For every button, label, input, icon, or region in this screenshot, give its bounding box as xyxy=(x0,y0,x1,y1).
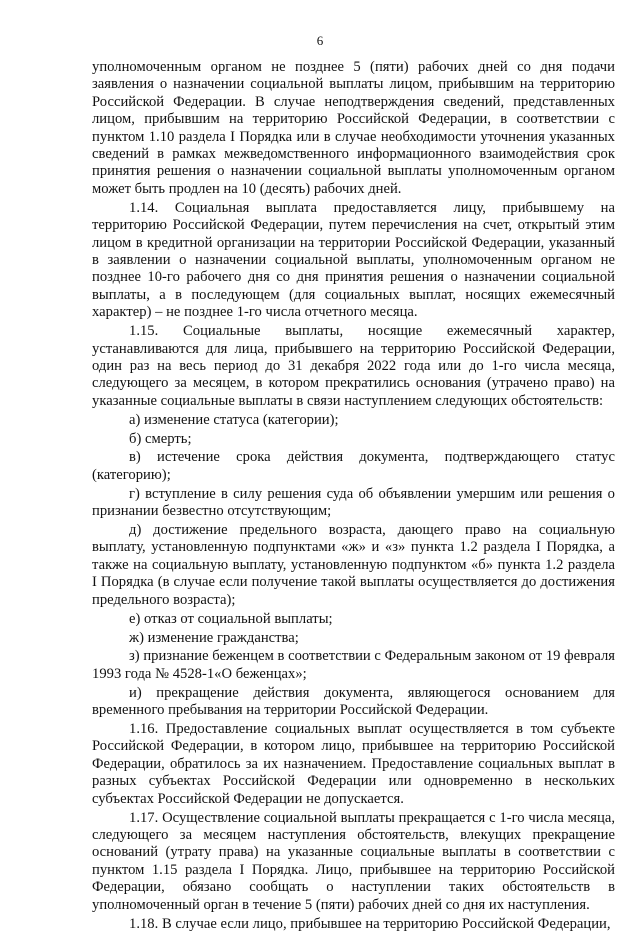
list-item-v: в) истечение срока действия документа, подтверждающего статус (категорию); xyxy=(92,449,615,483)
document-body xyxy=(92,59,615,933)
list-item-e: е) отказ от социальной выплаты; xyxy=(129,610,333,627)
page-number: 6 xyxy=(316,33,324,48)
list-item-i: и) прекращение действия документа, являющегося основанием для временного пребывания на территории Российской Федерации. xyxy=(92,684,615,719)
paragraph-continuation: уполномоченным органом не позднее 5 (пяти) рабочих дней со дня подачи заявления о назначении социальной выплаты лицом, прибывшим на территорию Российской Федерации. В случае неподтверждения сведений, представленных лицом, прибывшим на территорию Российской Федерации, в соответствии с пунктом 1.10 раздела I Порядка или в случае необходимости уточнения указанных сведений в рамках межведомственного информационного взаимодействия срок принятия решения о назначении социальной выплаты уполномоченным органом может быть продлен на 10 (десять) рабочих дней. xyxy=(92,59,615,197)
list-item-z: з) признание беженцем в соответствии с Федеральным законом от 19 февраля 1993 года № 4528-1«О беженцах»; xyxy=(92,648,616,682)
paragraph-1-14: 1.14. Социальная выплата предоставляется лицу, прибывшему на территорию Российской Федерации, путем перечисления на счет, открытый этим лицом в кредитной организации на территории Российской Федерации, указанный в заявлении о назначении социальной выплаты, уполномоченным органом не позднее 10-го рабочего дня со дня принятия решения о назначении социальной выплаты, а в последующем (для социальных выплат, носящих ежемесячный характер) – не позднее 1-го числа отчетного месяца. xyxy=(92,199,615,321)
list-item-g: г) вступление в силу решения суда об объявлении умершим или решения о признании безвестно отсутствующим; xyxy=(92,485,615,520)
paragraph-1-16: 1.16. Предоставление социальных выплат осуществляется в том субъекте Российской Федерации, в котором лицо, прибывшее на территорию Российской Федерации, обратилось за их назначением. Предоставление социальных выплат в разных субъектах Российской Федерации или одновременно в нескольких субъектах Российской Федерации не допускается. xyxy=(92,721,615,807)
list-item-zh: ж) изменение гражданства; xyxy=(129,629,299,646)
paragraph-1-18: 1.18. В случае если лицо, прибывшее на территорию Российской Федерации, xyxy=(129,915,611,932)
list-item-d: д) достижение предельного возраста, дающего право на социальную выплату, установленную подпунктами «ж» и «з» пункта 1.2 раздела I Порядка, а также на социальную выплату, установленную подпунктом «б» пункта 1.2 раздела I Порядка (в случае если получение такой выплаты осуществляется до достижения предельного возраста); xyxy=(92,522,615,608)
paragraph-1-17: 1.17. Осуществление социальной выплаты прекращается с 1-го числа месяца, следующего за месяцем наступления обстоятельств, влекущих прекращение оснований (утрату права) на указанные социальные выплаты в соответствии с пунктом 1.15 раздела I Порядка. Лицо, прибывшее на территорию Российской Федерации, обязано сообщать о наступлении таких обстоятельств в уполномоченный орган в течение 5 (пяти) рабочих дней со дня их наступления. xyxy=(92,809,615,913)
paragraph-1-15: 1.15. Социальные выплаты, носящие ежемесячный характер, устанавливаются для лица, прибывшего на территорию Российской Федерации, один раз на весь период до 31 декабря 2022 года или до 1-го числа месяца, следующего за месяцем, в котором прекратились основания (утрачено право) на указанные социальные выплаты в связи наступлением следующих обстоятельств: xyxy=(92,323,615,409)
list-item-a: а) изменение статуса (категории); xyxy=(129,411,339,428)
list-item-b: б) смерть; xyxy=(129,430,192,447)
